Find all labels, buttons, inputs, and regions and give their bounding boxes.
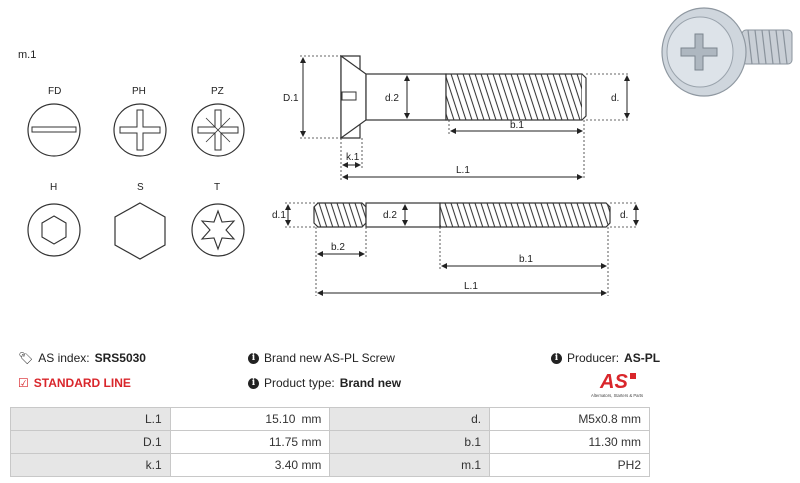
standard-line-row: [18, 376, 131, 390]
table-row: [11, 454, 650, 477]
drive-ph-label: PH: [132, 86, 146, 97]
as-index-label: AS index:: [38, 351, 90, 365]
dim-top-d: d.: [611, 93, 620, 104]
product-photo: [662, 8, 792, 96]
spec-value: M5x0.8 mm: [490, 408, 650, 431]
dim-top-b1: b.1: [510, 120, 524, 131]
product-type-value: Brand new: [339, 376, 402, 390]
spec-label: d.: [330, 408, 490, 431]
spec-value: 11.30 mm: [490, 431, 650, 454]
logo-text: AS: [600, 371, 628, 393]
spec-label: k.1: [11, 454, 171, 477]
standard-line-label: STANDARD LINE: [33, 376, 131, 390]
dim-bot-b1: b.1: [519, 254, 533, 265]
spec-value: 3.40 mm: [170, 454, 330, 477]
spec-label: L.1: [11, 408, 171, 431]
dim-top-D1: D.1: [283, 93, 299, 104]
info-icon: i: [551, 353, 562, 364]
spec-label: m.1: [330, 454, 490, 477]
drive-t: [192, 182, 244, 256]
as-index-row: [18, 351, 146, 365]
scale-label: m.1: [18, 49, 37, 61]
drive-s-label: S: [137, 182, 144, 193]
dim-bot-b2: b.2: [331, 242, 345, 253]
stud-bottom-drawing: [314, 203, 610, 227]
dim-top-d2: d.2: [385, 93, 399, 104]
dim-top-L1: L.1: [456, 165, 470, 176]
product-type-label: Product type:: [264, 376, 335, 390]
checkbox-icon: ☑: [18, 376, 29, 390]
spec-value: 11.75 mm: [170, 431, 330, 454]
spec-value: 15.10 mm: [170, 408, 330, 431]
producer-value: AS-PL: [624, 351, 661, 365]
spec-label: D.1: [11, 431, 171, 454]
table-row: [11, 408, 650, 431]
drive-h: [28, 182, 80, 256]
drive-pz-label: PZ: [211, 86, 224, 97]
product-type-row: [248, 376, 401, 390]
tag-icon: 🏷: [18, 351, 34, 365]
description-text: Brand new AS-PL Screw: [264, 351, 395, 365]
producer-label: Producer:: [567, 351, 620, 365]
logo-tagline: Alternators, Starters & Parts: [591, 393, 644, 398]
spec-label: b.1: [330, 431, 490, 454]
info-icon: i: [248, 378, 259, 389]
drive-h-label: H: [50, 182, 58, 193]
dim-bot-d1: d.1: [272, 210, 286, 221]
dim-bot-d: d.: [620, 210, 629, 221]
description-row: [248, 351, 395, 365]
screw-top-drawing: [341, 56, 586, 138]
as-index-value: SRS5030: [94, 351, 146, 365]
drive-ph: [114, 86, 166, 156]
as-pl-logo: [590, 369, 650, 399]
drive-fd: [28, 86, 80, 156]
dim-top-k1: k.1: [346, 152, 360, 163]
drive-pz: [192, 86, 244, 156]
drive-t-label: T: [214, 182, 221, 193]
spec-value: PH2: [490, 454, 650, 477]
info-icon: i: [248, 353, 259, 364]
producer-row: [551, 351, 660, 365]
drive-fd-label: FD: [48, 86, 62, 97]
dim-bot-d2: d.2: [383, 210, 397, 221]
specs-table: [10, 407, 650, 477]
drive-s: [115, 182, 165, 259]
dim-bot-L1: L.1: [464, 281, 478, 292]
table-row: [11, 431, 650, 454]
